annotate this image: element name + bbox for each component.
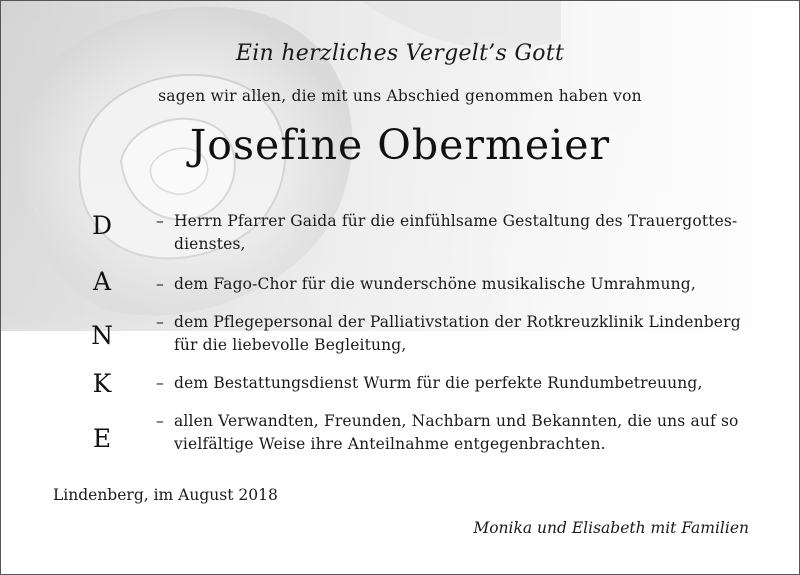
danke-letter: A [92,267,112,296]
thanks-item-text: dem Fago-Chor für die wunderschöne musikalische Umrahmung, [174,275,696,293]
place-date: Lindenberg, im August 2018 [53,486,278,504]
deceased-name: Josefine Obermeier [189,121,611,169]
thanks-item-text: Herrn Pfarrer Gaida für die einfühlsame Gestaltung des Trauergottes- dienstes, [174,212,738,253]
thanks-item [156,273,756,296]
danke-letter: D [91,211,113,240]
dash: – [156,212,164,230]
thanks-item [156,210,756,256]
thanks-item-text: dem Pflegepersonal der Palliativstation der Rotkreuzklinik Lindenberg für die liebevolle Begleitung, [174,313,741,354]
thanks-item [156,372,756,395]
danke-letter: N [91,321,113,350]
signature: Monika und Elisabeth mit Familien [473,519,749,537]
dash: – [156,374,164,392]
dash: – [156,275,164,293]
danke-letter: K [92,369,112,398]
thanks-item [156,410,756,456]
heading: Ein herzliches Vergelt’s Gott [235,41,565,66]
danke-letter: E [92,424,112,453]
thanks-item-text: allen Verwandten, Freunden, Nachbarn und Bekannten, die uns auf so vielfältige Weise ihre Anteilnahme entgegenbrachten. [174,412,739,453]
dash: – [156,313,164,331]
thanks-item [156,311,756,357]
thanks-item-text: dem Bestattungsdienst Wurm für die perfekte Rundumbetreuung, [174,374,703,392]
dash: – [156,412,164,430]
subheading: sagen wir allen, die mit uns Abschied genommen haben von [158,87,642,105]
